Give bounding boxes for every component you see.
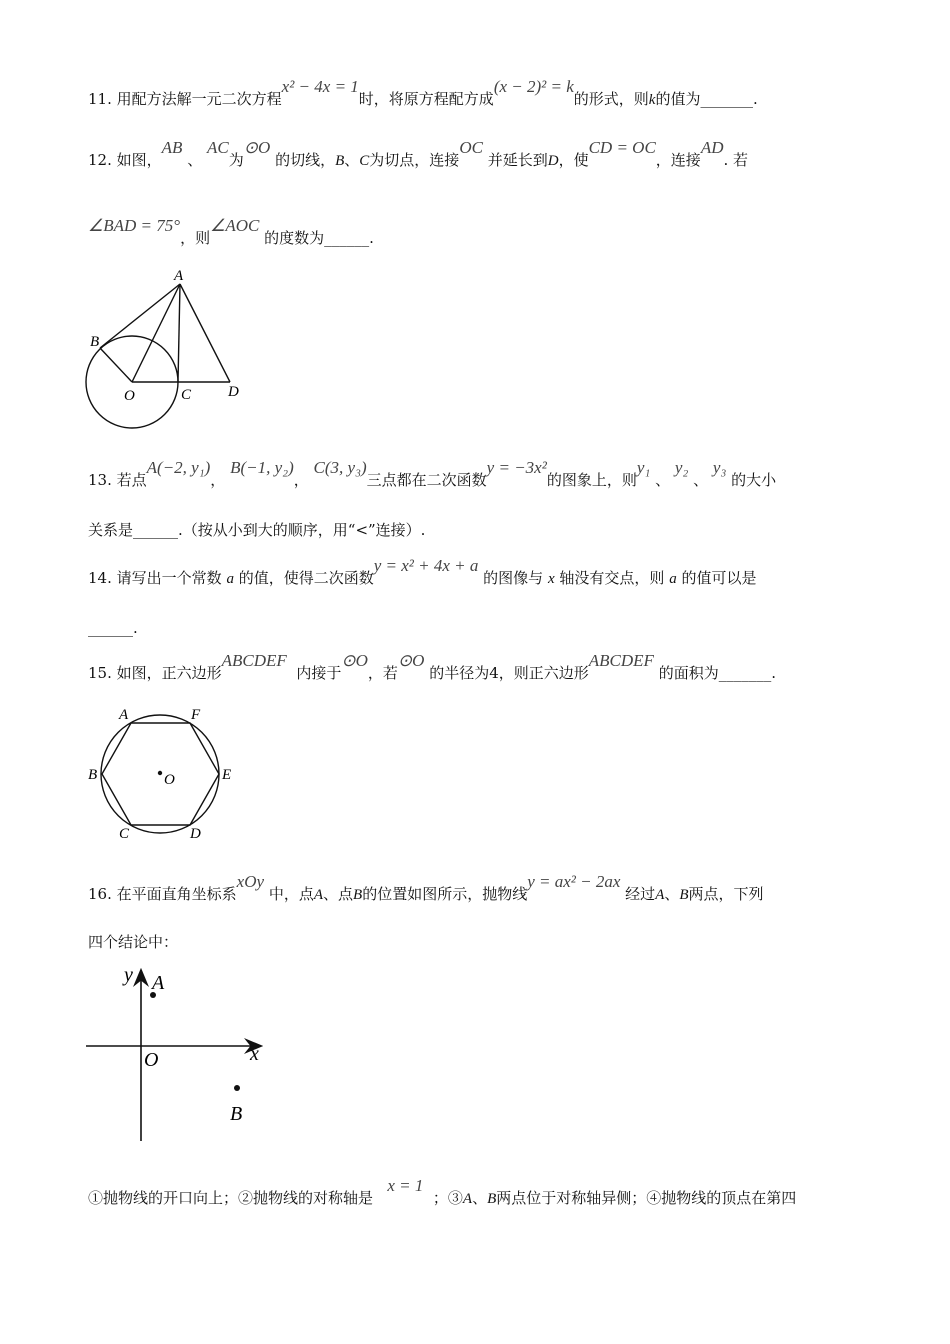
point-b (234, 1085, 240, 1091)
label-o: O (124, 388, 135, 404)
label-d: D (190, 826, 201, 842)
question-12: 12. 如图，AB 、 AC为⊙O 的切线，B、C为切点，连接OC 并延长到D，使CD = OC，连接AD. 若 (88, 138, 749, 169)
segment-ad (180, 284, 230, 382)
question-14: 14. 请写出一个常数 a 的值，使得二次函数y = x² + 4x + a 的图像与 x 轴没有交点，则 a 的值可以是 (88, 556, 757, 587)
label-b: B (230, 1103, 243, 1125)
question-12-line-2: ∠BAD = 75°，则∠AOC 的度数为______. (88, 216, 374, 247)
question-16-statements: ①抛物线的开口向上；②抛物线的对称轴是 x = 1 ；③A、B两点位于对称轴异侧；④抛物线的顶点在第四 (88, 1176, 797, 1207)
label-b: B (88, 767, 98, 783)
label-c: C (119, 826, 130, 842)
question-15: 15. 如图，正六边形ABCDEF 内接于⊙O，若⊙O 的半径为4，则正六边形ABCDEF 的面积为_______. (88, 651, 776, 682)
figure-15-hexagon (86, 702, 246, 848)
q16-number: 16. (88, 885, 112, 903)
question-13-line-2: 关系是______.（按从小到大的顺序，用“<”连接）. (88, 521, 426, 539)
label-e: E (222, 767, 232, 783)
q15-number: 15. (88, 664, 112, 682)
q12-number: 12. (88, 151, 112, 169)
segment-ao (132, 284, 180, 382)
label-c: C (181, 387, 192, 403)
q14-number: 14. (88, 569, 112, 587)
q13-number: 13. (88, 471, 112, 489)
label-a: A (152, 972, 165, 994)
segment-ac (178, 284, 180, 382)
segment-ob (100, 348, 132, 382)
figure-16-coordinate-plane (84, 963, 284, 1145)
label-y: y (124, 964, 133, 986)
q11-number: 11. (88, 90, 112, 108)
question-16: 16. 在平面直角坐标系xOy 中，点A、点B的位置如图所示，抛物线y = ax² − 2ax 经过A、B两点，下列 (88, 872, 764, 903)
label-b: B (90, 334, 100, 350)
q11-equation: x² − 4x = 1 (281, 77, 359, 96)
label-f: F (191, 707, 201, 723)
question-16-line-2: 四个结论中： (88, 933, 179, 951)
label-o: O (164, 772, 175, 788)
question-11: 11. 用配方法解一元二次方程x² − 4x = 1时，将原方程配方成(x − 2)² = k的形式，则k的值为_______. (88, 77, 758, 108)
label-d: D (228, 384, 239, 400)
figure-12-tangent-circle (80, 262, 255, 430)
question-13: 13. 若点A(−2, y₁)， B(−1, y₂)， C(3, y₃)三点都在二次函数y = −3x²的图象上，则y₁ 、 y₂ 、 y₃ 的大小 (88, 458, 777, 489)
segment-ab (100, 284, 180, 348)
label-a: A (119, 707, 129, 723)
center-dot (158, 771, 162, 775)
label-a: A (174, 268, 184, 284)
q11-completed-square: (x − 2)² = k (493, 77, 574, 96)
question-14-line-2: ______. (88, 619, 138, 637)
label-o: O (144, 1049, 159, 1071)
label-x: x (250, 1043, 259, 1065)
